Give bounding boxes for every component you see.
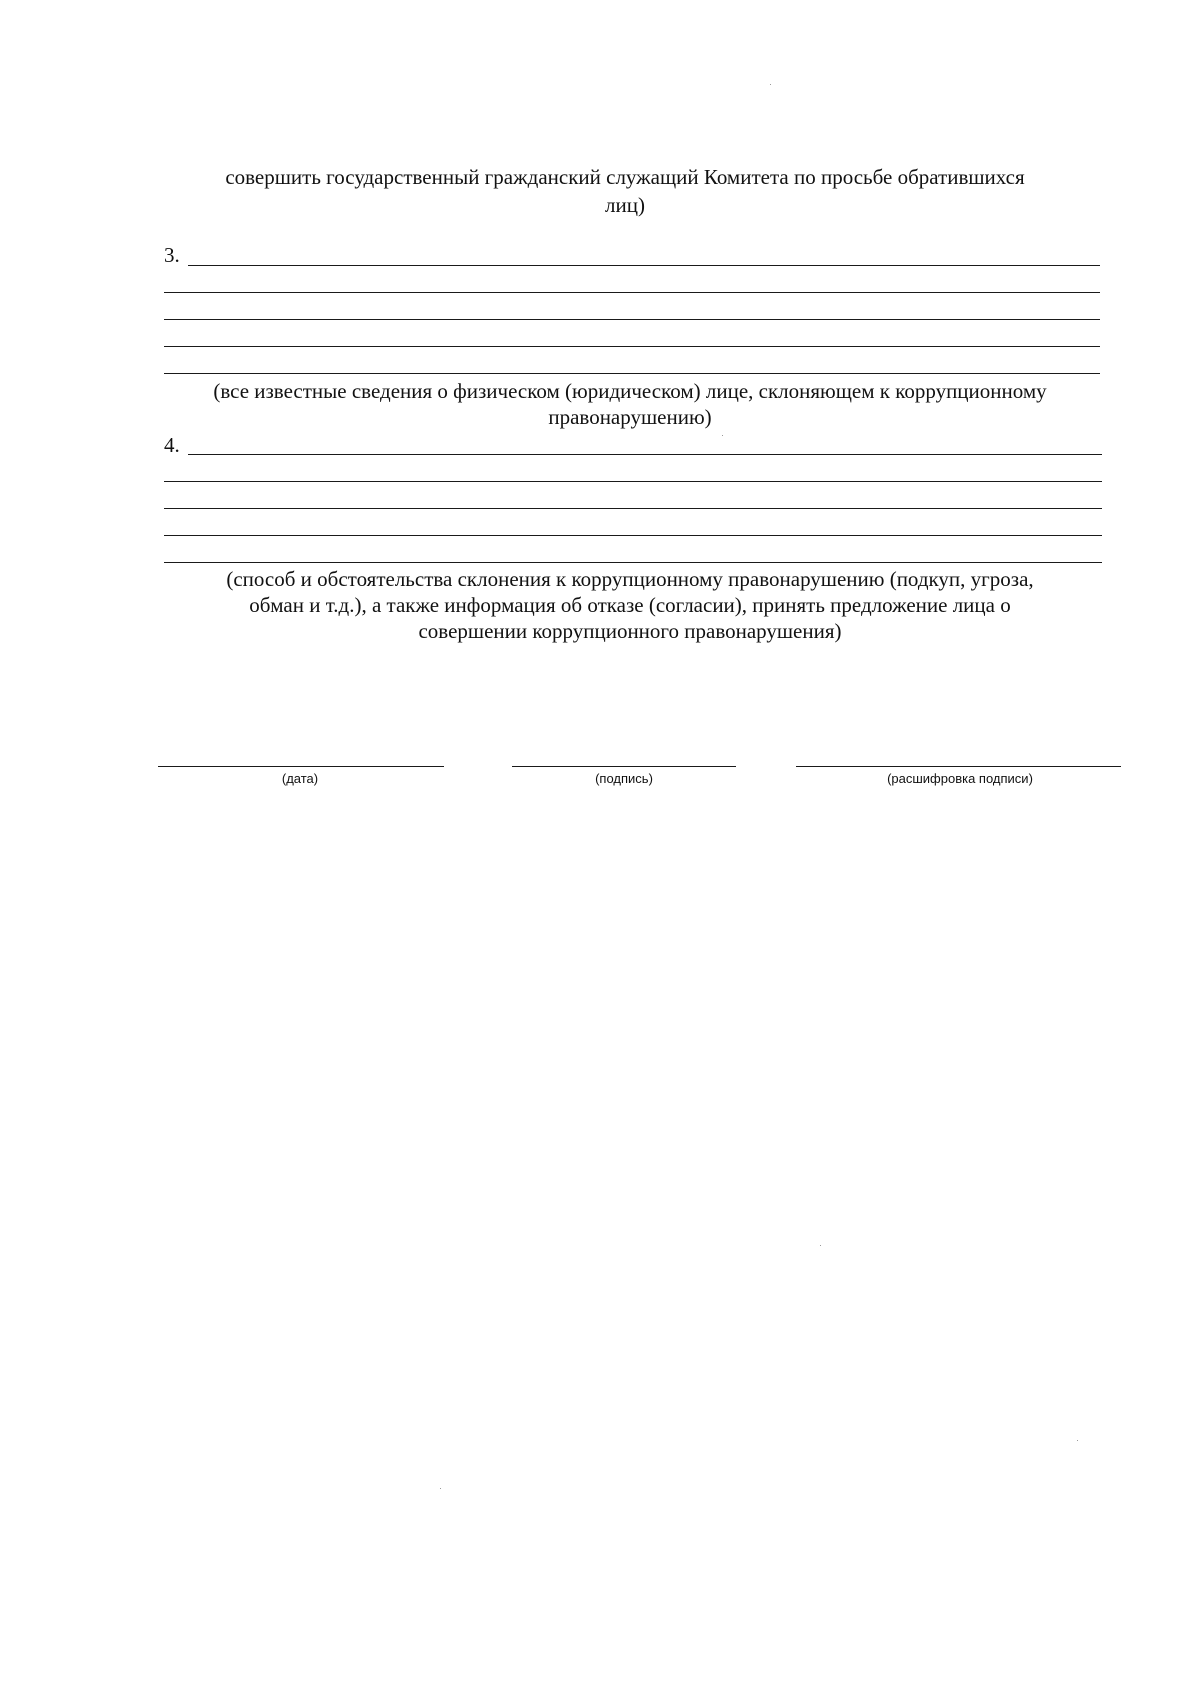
item-3-line-4[interactable] [164,346,1100,347]
date-label: (дата) [281,771,319,786]
scan-speck [440,1488,441,1489]
item-4-line-3[interactable] [164,508,1102,509]
item-3-line-1[interactable] [188,265,1100,266]
item-3-line-3[interactable] [164,319,1100,320]
scan-speck [722,435,723,436]
item-3-line-2[interactable] [164,292,1100,293]
item-4-caption-line-1: (способ и обстоятельства склонения к коррупционному правонарушению (подкуп, угроза, [226,567,1034,591]
item-4-line-5[interactable] [164,562,1102,563]
item-3-caption-line-2: правонарушению) [548,405,712,429]
item-3-number: 3. [164,243,180,267]
item-3-line-5[interactable] [164,373,1100,374]
item-4-caption-line-2: обман и т.д.), а также информация об отказе (согласии), принять предложение лица о [249,593,1011,617]
item-4-line-1[interactable] [188,454,1102,455]
item-4-caption-line-3: совершении коррупционного правонарушения) [418,619,842,643]
item-4-number: 4. [164,433,180,457]
scan-speck [820,1245,821,1246]
item-4-line-4[interactable] [164,535,1102,536]
item-4-line-2[interactable] [164,481,1102,482]
signature-decode-label: (расшифровка подписи) [887,771,1033,786]
scan-speck [770,84,771,85]
item-3-caption-line-1: (все известные сведения о физическом (юридическом) лице, склоняющем к коррупционному [213,379,1047,403]
date-line[interactable] [158,766,444,767]
signature-decode-line[interactable] [796,766,1121,767]
header-line-2: лиц) [605,193,645,217]
signature-label: (подпись) [595,771,653,786]
signature-line[interactable] [512,766,736,767]
header-line-1: совершить государственный гражданский служащий Комитета по просьбе обратившихся [225,165,1025,189]
scan-speck [1077,1440,1078,1441]
